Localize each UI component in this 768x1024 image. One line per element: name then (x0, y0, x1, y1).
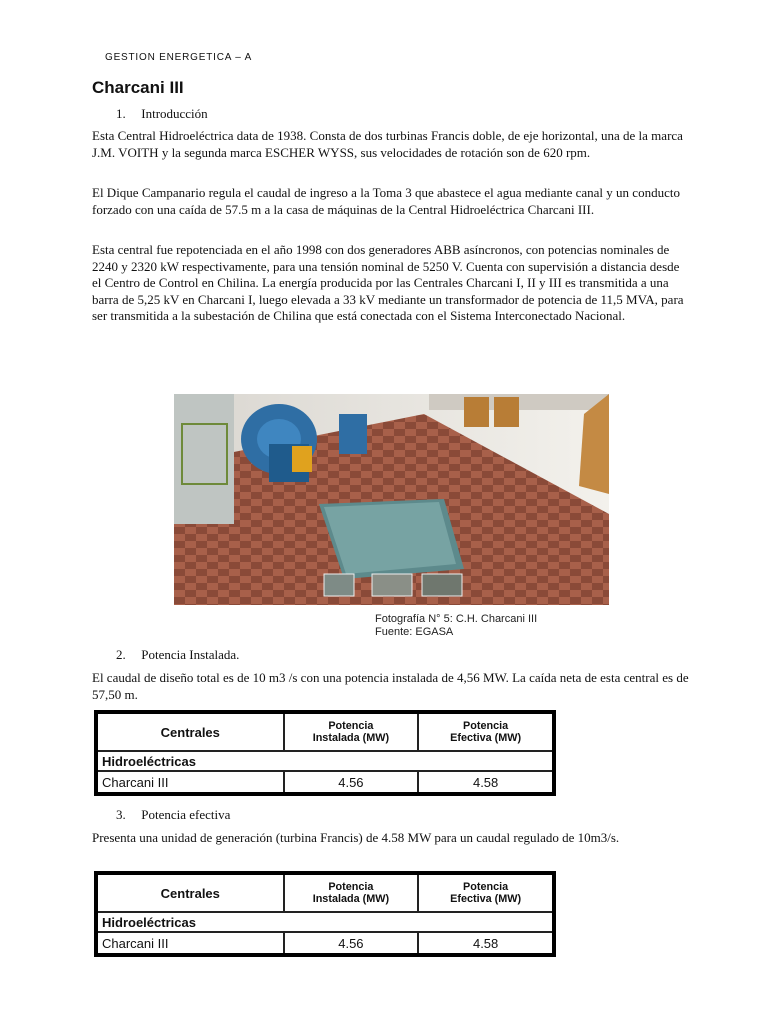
power-table-2 (94, 871, 556, 957)
table-cell-central: Charcani III (96, 771, 284, 794)
table-cell-efectiva: 4.58 (418, 771, 554, 794)
photo-caption (375, 613, 537, 639)
section-number: 2. (116, 647, 126, 662)
header-line: Potencia (463, 881, 509, 893)
header-line: Instalada (MW) (312, 732, 390, 744)
table-header-instalada (284, 873, 419, 912)
table-cell-efectiva: 4.58 (418, 932, 554, 955)
powerhouse-photo (174, 394, 609, 605)
table-header-centrales: Centrales (96, 712, 284, 751)
table-header-efectiva (418, 873, 554, 912)
header-line: Instalada (MW) (312, 893, 390, 905)
intro-paragraph-2: El Dique Campanario regula el caudal de ingreso a la Toma 3 que abastece el agua mediante canal y un conducto forzado con una caída de 57.5 m a la casa de máquinas de la Central Hidroeléctrica Charcani III. (92, 185, 680, 217)
intro-paragraph-1: Esta Central Hidroeléctrica data de 1938. Consta de dos turbinas Francis doble, de eje horizontal, una de la marca J.M. VOITH y la segunda marca ESCHER WYSS, sus velocidades de rotación son de 620 rpm. (92, 128, 683, 160)
table-row (96, 771, 554, 794)
page-title: Charcani III (92, 78, 184, 97)
table-header-efectiva (418, 712, 554, 751)
table-group-row (96, 751, 554, 771)
table-header-row (96, 873, 554, 912)
table-header-centrales: Centrales (96, 873, 284, 912)
table-cell-instalada: 4.56 (284, 771, 419, 794)
powerhouse-photo-image (174, 394, 609, 605)
photo-caption-source: Fuente: EGASA (375, 626, 454, 638)
section-number: 3. (116, 807, 126, 822)
intro-paragraph-3: Esta central fue repotenciada en el año 1998 con dos generadores ABB asíncronos, con potencias nominales de 2240 y 2320 kW respectivamente, para una tensión nominal de 5250 V. Cuenta con supervisión a distancia desde el Centro de Control en Chilina. La energía producida por las Centrales Charcani I, II y III es transmitida a una barra de 5,25 kV en Charcani I, luego elevada a 33 kV mediante un transformador de potencia de 11,5 MVA, para ser transmitida a la subestación de Chilina que está conectada con el Sistema Interconectado Nacional. (92, 242, 684, 323)
table-header-row (96, 712, 554, 751)
section-label: Potencia efectiva (141, 807, 231, 822)
header-line: Potencia (328, 881, 374, 893)
photo-caption-title: Fotografía N° 5: C.H. Charcani III (375, 613, 538, 625)
power-table-1 (94, 710, 556, 796)
table-cell-central: Charcani III (96, 932, 284, 955)
section-label: Introducción (141, 106, 208, 121)
section-heading-potencia-instalada (116, 647, 239, 663)
header-line: Efectiva (MW) (450, 732, 522, 744)
section-heading-intro (116, 106, 208, 122)
table-cell-instalada: 4.56 (284, 932, 419, 955)
section-label: Potencia Instalada. (141, 647, 240, 662)
potencia-efectiva-paragraph: Presenta una unidad de generación (turbina Francis) de 4.58 MW para un caudal regulado de 10m3/s. (92, 830, 620, 845)
header-line: Efectiva (MW) (450, 893, 522, 905)
header-line: Potencia (463, 720, 509, 732)
page-header: GESTION ENERGETICA – A (105, 52, 253, 63)
table-row (96, 932, 554, 955)
table-group-row (96, 912, 554, 932)
potencia-instalada-paragraph: El caudal de diseño total es de 10 m3 /s con una potencia instalada de 4,56 MW. La caída neta de esta central es de 57,50 m. (92, 670, 689, 702)
section-heading-potencia-efectiva (116, 807, 230, 823)
header-line: Potencia (328, 720, 374, 732)
table-header-instalada (284, 712, 419, 751)
section-number: 1. (116, 106, 126, 121)
table-group-label: Hidroeléctricas (96, 912, 554, 932)
table-group-label: Hidroeléctricas (96, 751, 554, 771)
